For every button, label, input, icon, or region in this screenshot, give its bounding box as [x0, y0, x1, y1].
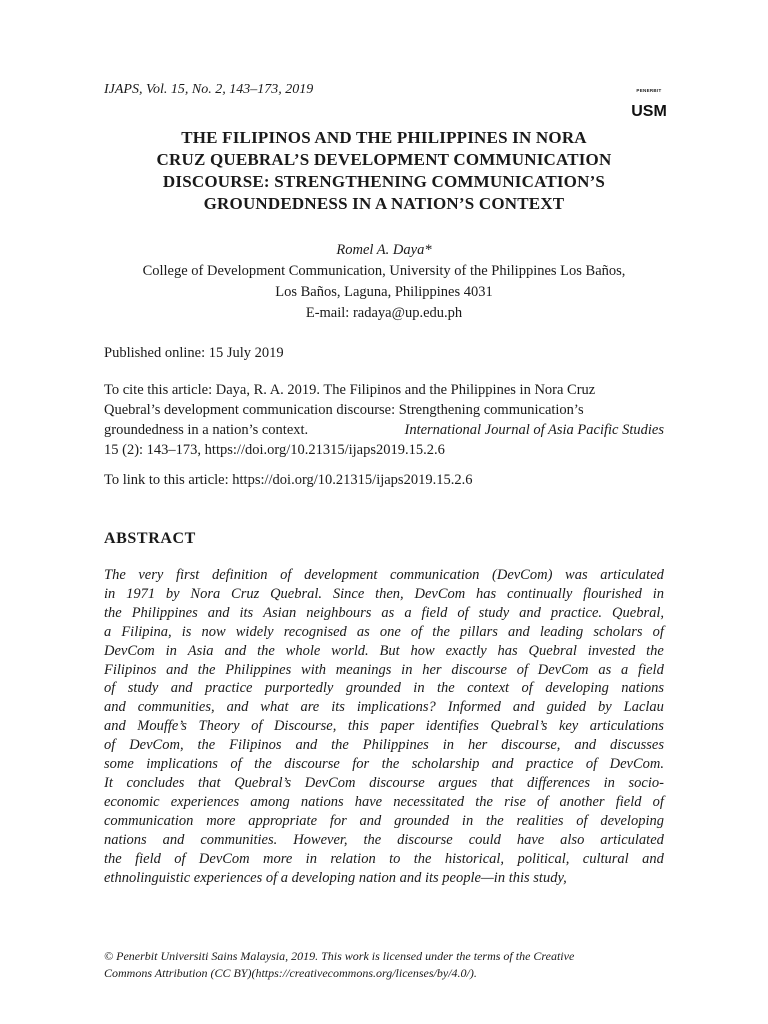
- abstract-line: of study and practice purportedly grounded in the context of developing nations: [104, 680, 664, 697]
- author-block: [104, 240, 664, 324]
- usm-logo-icon: [631, 95, 667, 121]
- title-line: DISCOURSE: STRENGTHENING COMMUNICATION’S: [162, 172, 606, 191]
- abstract-line: The very first definition of development communication (DevCom) was articulated: [104, 567, 664, 583]
- publisher-logo-caption: PENERBIT: [636, 88, 662, 93]
- abstract-line: DevCom in Asia and the whole world. But how exactly has Quebral invested the: [104, 642, 664, 659]
- footer-line: © Penerbit Universiti Sains Malaysia, 2019. This work is licensed under the terms of the Creative: [104, 949, 575, 963]
- citation-block: [104, 380, 664, 460]
- affiliation-line: College of Development Communication, University of the Philippines Los Baños,: [142, 263, 626, 279]
- abstract-line: economic experiences among nations have necessitated the rise of another field of: [104, 793, 664, 810]
- abstract-line: communication more appropriate for and grounded in the realities of developing: [104, 812, 664, 829]
- abstract-line: and communities, and what are its implications? Informed and guided by Laclau: [104, 699, 664, 716]
- citation-line: 15 (2): 143–173, https://doi.org/10.21315/ijaps2019.15.2.6: [104, 442, 445, 458]
- abstract-line: and Mouffe’s Theory of Discourse, this paper identifies Quebral’s key articulations: [104, 718, 664, 735]
- abstract-line: nations and communities. However, the discourse could have also articulated: [104, 831, 664, 848]
- journal-name: International Journal of Asia Pacific Studies: [404, 422, 664, 438]
- footer-line: Commons Attribution (CC BY)(https://creativecommons.org/licenses/by/4.0/).: [104, 966, 477, 980]
- affiliation-line: Los Baños, Laguna, Philippines 4031: [275, 284, 493, 300]
- abstract-line: some implications of the discourse for the scholarship and practice of DevCom.: [104, 756, 664, 773]
- article-link: To link to this article: https://doi.org/10.21315/ijaps2019.15.2.6: [104, 472, 473, 488]
- article-title: [104, 127, 664, 215]
- abstract-heading: ABSTRACT: [104, 530, 196, 547]
- abstract-line: the field of DevCom more in relation to the historical, political, cultural and: [104, 850, 664, 867]
- abstract-line: It concludes that Quebral’s DevCom discourse argues that differences in socio-: [104, 774, 664, 791]
- author-name: Romel A. Daya*: [336, 242, 432, 258]
- abstract-line: ethnolinguistic experiences of a developing nation and its people—in this study,: [104, 869, 567, 886]
- abstract-line: the Philippines and its Asian neighbours as a field of study and practice. Quebral,: [104, 604, 664, 621]
- abstract-line: a Filipina, is now widely recognised as one of the pillars and leading scholars of: [104, 623, 664, 640]
- citation-line: Quebral’s development communication discourse: Strengthening communication’s: [104, 402, 584, 418]
- title-line: THE FILIPINOS AND THE PHILIPPINES IN NORA: [181, 128, 587, 147]
- citation-line: [104, 420, 664, 440]
- published-date: Published online: 15 July 2019: [104, 345, 284, 361]
- author-email: E-mail: radaya@up.edu.ph: [305, 305, 463, 321]
- citation-text: groundedness in a nation’s context.: [104, 422, 309, 438]
- abstract-line: in 1971 by Nora Cruz Quebral. Since then, DevCom has continually flourished in: [104, 585, 664, 602]
- abstract-body: [104, 566, 664, 887]
- logo-letters: USM: [631, 103, 667, 120]
- citation-line: To cite this article: Daya, R. A. 2019. The Filipinos and the Philippines in Nora Cruz: [104, 382, 596, 398]
- journal-reference: IJAPS, Vol. 15, No. 2, 143–173, 2019: [104, 82, 314, 97]
- abstract-line: Filipinos and the Philippines with meanings in her discourse of DevCom as a field: [104, 661, 664, 678]
- license-footer: [104, 948, 664, 982]
- publisher-logo: [631, 88, 667, 122]
- title-line: GROUNDEDNESS IN A NATION’S CONTEXT: [203, 194, 565, 213]
- title-line: CRUZ QUEBRAL’S DEVELOPMENT COMMUNICATION: [156, 150, 612, 169]
- abstract-line: of DevCom, the Filipinos and the Philippines in her discourse, and discusses: [104, 737, 664, 754]
